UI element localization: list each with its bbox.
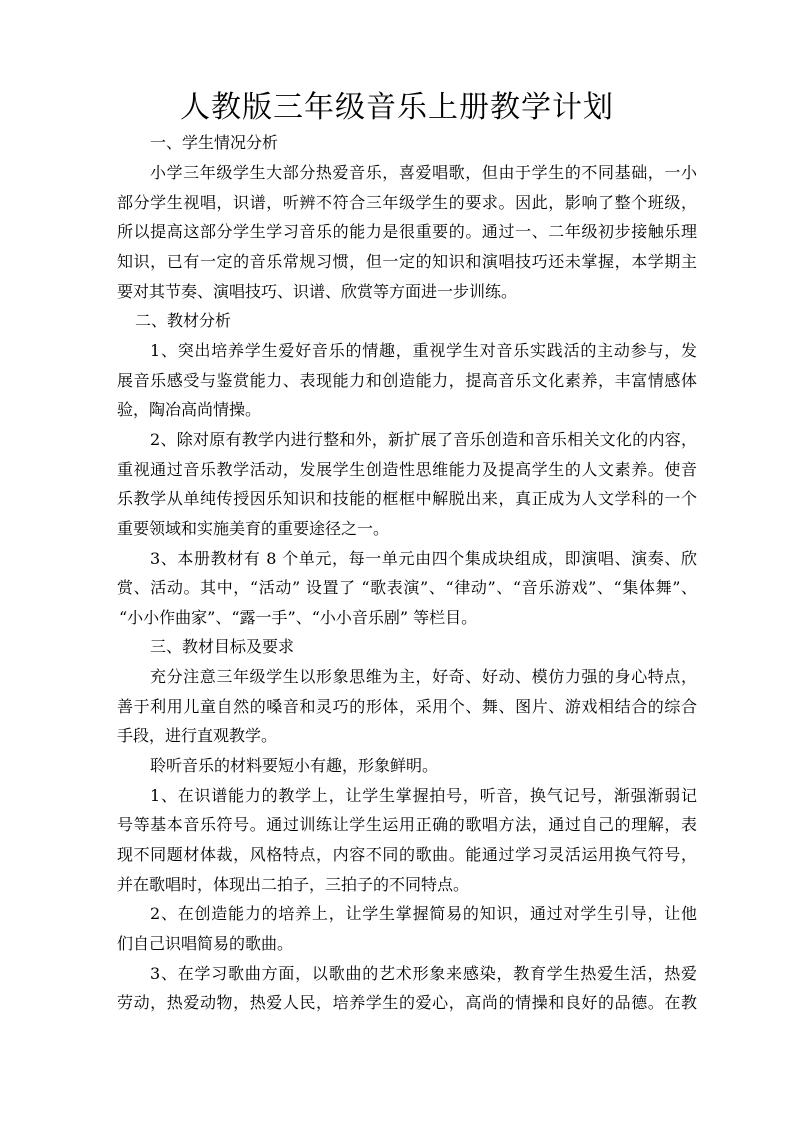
- paragraph-line: 手段，进行直观教学。: [117, 726, 278, 745]
- section-heading-textbook-analysis: 二、教材分析: [135, 311, 232, 330]
- paragraph-line: 小学三年级学生大部分热爱音乐，喜爱唱歌，但由于学生的不同基础，一小: [150, 163, 697, 182]
- paragraph-line: 所以提高这部分学生学习音乐的能力是很重要的。通过一、二年级初步接触乐理: [117, 222, 697, 241]
- paragraph-line: 部分学生视唱，识谱，听辨不符合三年级学生的要求。因此，影响了整个班级，: [117, 193, 697, 212]
- paragraph-line: 3、在学习歌曲方面，以歌曲的艺术形象来感染，教育学生热爱生活，热爱: [150, 964, 697, 983]
- paragraph-line: 重要领域和实施美育的重要途径之一。: [117, 519, 390, 538]
- paragraph-line: 号等基本音乐符号。通过训练让学生运用正确的歌唱方法，通过自己的理解，表: [117, 815, 697, 834]
- paragraph-line: 要对其节奏、演唱技巧、识谱、欣赏等方面进一步训练。: [117, 282, 518, 301]
- paragraph-line: 重视通过音乐教学活动，发展学生创造性思维能力及提高学生的人文素养。使音: [117, 460, 697, 479]
- paragraph-line: 2、在创造能力的培养上，让学生掌握简易的知识，通过对学生引导，让他: [150, 904, 697, 923]
- document-title: 人教版三年级音乐上册教学计划: [180, 90, 614, 125]
- paragraph-line: 赏、活动。其中，“活动” 设置了 “歌表演”、“律动”、“音乐游戏”、“集体舞”、: [117, 578, 697, 597]
- paragraph-line: 1、在识谱能力的教学上，让学生掌握拍号，听音，换气记号，渐强渐弱记: [150, 786, 697, 805]
- section-heading-textbook-goals: 三、教材目标及要求: [150, 637, 295, 656]
- paragraph-line: 验，陶冶高尚情操。: [117, 400, 262, 419]
- paragraph-line: 善于利用儿童自然的嗓音和灵巧的形体，采用个、舞、图片、游戏相结合的综合: [117, 697, 697, 716]
- paragraph-line: 3、本册教材有 8 个单元，每一单元由四个集成块组成，即演唱、演奏、欣: [150, 549, 697, 568]
- paragraph-line: 展音乐感受与鉴赏能力、表现能力和创造能力，提高音乐文化素养，丰富情感体: [117, 371, 697, 390]
- paragraph-line: 1、突出培养学生爱好音乐的情趣，重视学生对音乐实践活的主动参与，发: [150, 341, 697, 360]
- paragraph-line: 劳动，热爱动物，热爱人民，培养学生的爱心，高尚的情操和良好的品德。在教: [117, 993, 697, 1012]
- paragraph-line: 2、除对原有教学内进行整和外，新扩展了音乐创造和音乐相关文化的内容，: [150, 430, 697, 449]
- paragraph-line: 并在歌唱时，体现出二拍子，三拍子的不同特点。: [117, 875, 470, 894]
- paragraph-line: 现不同题材体裁，风格特点，内容不同的歌曲。能通过学习灵活运用换气符号，: [117, 845, 697, 864]
- paragraph-line: 乐教学从单纯传授因乐知识和技能的框框中解脱出来，真正成为人文学科的一个: [117, 489, 697, 508]
- paragraph-line: “小小作曲家”、“露一手”、“小小音乐剧” 等栏目。: [119, 608, 478, 627]
- section-heading-student-analysis: 一、学生情况分析: [150, 133, 279, 152]
- paragraph-line: 充分注意三年级学生以形象思维为主，好奇、好动、模仿力强的身心特点，: [150, 667, 697, 686]
- paragraph-line: 们自己识唱简易的歌曲。: [117, 934, 294, 953]
- paragraph-line: 知识，已有一定的音乐常规习惯，但一定的知识和演唱技巧还未掌握，本学期主: [117, 252, 697, 271]
- paragraph-line: 聆听音乐的材料要短小有趣，形象鲜明。: [150, 756, 439, 775]
